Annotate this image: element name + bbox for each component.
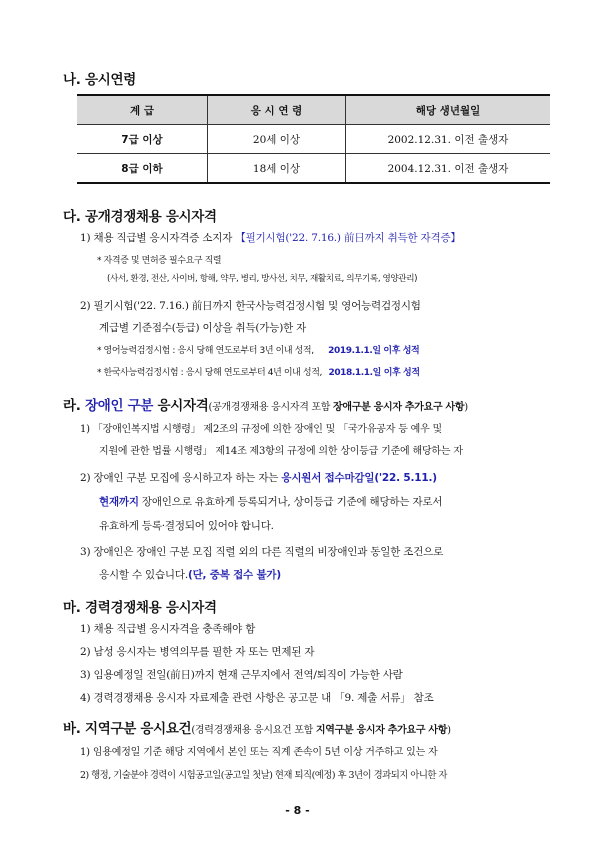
career-item-3: 3) 임용예정일 전일(前日)까지 현재 근무지에서 전역/퇴직이 가능한 사람 bbox=[80, 669, 403, 681]
table-header-age: 응 시 연 령 bbox=[208, 95, 346, 125]
table-cell-birthdate: 2002.12.31. 이전 출생자 bbox=[346, 125, 551, 154]
disability-title-highlight: 장애인 구분 bbox=[84, 398, 154, 414]
regional-title-paren: (경력경쟁채용 응시요건 포함 bbox=[191, 725, 316, 736]
age-table bbox=[77, 94, 550, 184]
disability-item-2-line2 bbox=[99, 494, 442, 509]
regional-title-paren-bold: 지역구분 응시자 추가요구 사항 bbox=[315, 725, 448, 736]
table-cell-birthdate: 2004.12.31. 이전 출생자 bbox=[346, 154, 551, 184]
table-header-row bbox=[77, 95, 550, 125]
table-row bbox=[77, 154, 550, 184]
open-item-1-highlight: 【필기시험('22. 7.16.) 前日까지 취득한 자격증】 bbox=[235, 232, 461, 244]
regional-item-2: 2) 행정, 기술분야 경력이 시험공고일(공고일 첫날) 현재 퇴직(예정) 후 3년이 경과되지 아니한 자 bbox=[80, 770, 447, 781]
table-header-grade: 계 급 bbox=[77, 95, 208, 125]
disability-item-3-text: 응시할 수 있습니다. bbox=[99, 569, 188, 581]
open-note-2 bbox=[97, 343, 419, 356]
disability-title-paren-close: ) bbox=[464, 402, 468, 413]
open-note-3 bbox=[97, 365, 420, 378]
career-item-1: 1) 채용 직급별 응시자격을 충족해야 함 bbox=[80, 623, 256, 635]
open-item-1 bbox=[80, 230, 461, 245]
section-title-career: 마. 경력경쟁채용 응시자격 bbox=[63, 600, 217, 616]
disability-item-3-line2 bbox=[99, 567, 281, 582]
disability-item-1-line2: 지원에 관한 법률 시행령」 제14조 제3항의 규정에 의한 상이등급 기준에 해당하는 자 bbox=[99, 446, 463, 457]
disability-item-2-line3: 유효하게 등록·결정되어 있어야 합니다. bbox=[99, 520, 274, 532]
open-item-2-line2: 계급별 기준점수(등급) 이상을 취득(가능)한 자 bbox=[99, 322, 307, 334]
open-note-1-list: (사서, 환경, 전산, 사이버, 항해, 약무, 병리, 방사선, 치무, 재활치료, 의무기록, 영양관리) bbox=[107, 274, 418, 284]
disability-item-1-line1: 1) 「장애인복지법 시행령」 제2조의 규정에 의한 장애인 및 「국가유공자 등 예우 및 bbox=[80, 424, 442, 435]
disability-item-2-line1 bbox=[80, 470, 437, 485]
regional-title: 바. 지역구분 응시요건 bbox=[63, 721, 192, 737]
page-number: - 8 - bbox=[285, 804, 310, 817]
section-title-age: 나. 응시연령 bbox=[63, 72, 136, 88]
table-cell-grade: 7급 이상 bbox=[77, 125, 208, 154]
disability-item-2-highlight: 응시원서 접수마감일('22. 5.11.) bbox=[281, 472, 437, 484]
career-item-2: 2) 남성 응시자는 병역의무를 필한 자 또는 면제된 자 bbox=[80, 646, 315, 658]
table-row bbox=[77, 125, 550, 154]
table-cell-age: 20세 이상 bbox=[208, 125, 346, 154]
open-item-1-text: 1) 채용 직급별 응시자격증 소지자 bbox=[80, 232, 236, 244]
open-note-3-highlight: 2018.1.1.일 이후 성적 bbox=[328, 368, 420, 378]
table-cell-grade: 8급 이하 bbox=[77, 154, 208, 184]
disability-title-paren-bold: 장애구분 응시자 추가요구 사항 bbox=[333, 402, 465, 413]
disability-item-3-highlight: (단, 중복 접수 불가) bbox=[187, 569, 281, 581]
disability-title-paren: (공개경쟁채용 응시자격 포함 bbox=[208, 402, 334, 413]
open-item-2-line1: 2) 필기시험('22. 7.16.) 前日까지 한국사능력검정시험 및 영어능력검정시험 bbox=[80, 300, 421, 312]
disability-title-prefix: 라. bbox=[63, 398, 85, 414]
section-title-regional bbox=[63, 717, 451, 737]
regional-title-paren-close: ) bbox=[447, 725, 451, 736]
table-cell-age: 18세 이상 bbox=[208, 154, 346, 184]
disability-title-rest: 응시자격 bbox=[153, 398, 209, 414]
disability-item-2-highlight-2: 현재까지 bbox=[99, 496, 139, 508]
open-note-2-text: * 영어능력검정시험 : 응시 당해 연도로부터 3년 이내 성적, bbox=[97, 346, 314, 356]
career-item-4: 4) 경력경쟁채용 응시자 자료제출 관련 사항은 공고문 내 「9. 제출 서류」 참조 bbox=[80, 692, 434, 704]
disability-item-2-text: 2) 장애인 구분 모집에 응시하고자 하는 자는 bbox=[80, 472, 282, 484]
open-note-1: * 자격증 및 면허증 필수요구 직렬 bbox=[97, 256, 222, 266]
open-note-3-text: * 한국사능력검정시험 : 응시 당해 연도로부터 4년 이내 성적, bbox=[97, 368, 322, 378]
disability-item-2-rest: 장애인으로 유효하게 등록되거나, 상이등급 기준에 해당하는 자로서 bbox=[138, 496, 443, 508]
disability-item-3-line1: 3) 장애인은 장애인 구분 모집 직렬 외의 다른 직렬의 비장애인과 동일한 조건으로 bbox=[80, 546, 444, 558]
section-title-disability bbox=[63, 394, 468, 414]
regional-item-1: 1) 임용예정일 기준 해당 지역에서 본인 또는 직계 존속이 5년 이상 거주하고 있는 자 bbox=[80, 747, 438, 758]
open-note-2-highlight: 2019.1.1.일 이후 성적 bbox=[328, 346, 420, 356]
section-title-open-recruitment: 다. 공개경쟁채용 응시자격 bbox=[63, 209, 217, 225]
table-header-birthdate: 해당 생년월일 bbox=[346, 95, 551, 125]
